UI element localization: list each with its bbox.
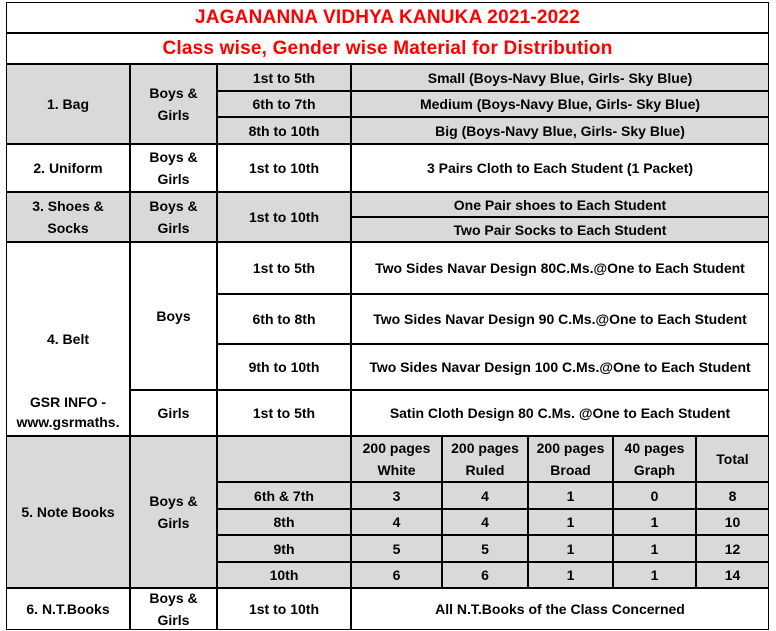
belt-material-4: Satin Cloth Design 80 C.Ms. @One to Each Student xyxy=(351,390,769,436)
nb-white-1: 3 xyxy=(351,482,442,509)
ntbooks-item: 6. N.T.Books xyxy=(6,588,130,630)
nb-ruled-1: 4 xyxy=(442,482,528,509)
nb-graph-4: 1 xyxy=(613,562,696,588)
notebooks-item: 5. Note Books xyxy=(6,436,130,588)
nb-broad-2: 1 xyxy=(528,509,613,535)
shoes-item-line1: 3. Shoes & xyxy=(32,198,104,214)
header-broad-line1: 200 pages xyxy=(536,440,605,456)
ntbooks-gender-line2: Girls xyxy=(157,612,190,628)
nb-broad-1: 1 xyxy=(528,482,613,509)
header-broad-line2: Broad xyxy=(550,462,591,478)
notebooks-class-header xyxy=(217,436,351,482)
belt-gender-boys: Boys xyxy=(130,242,217,390)
shoes-item xyxy=(6,192,130,242)
nb-ruled-3: 5 xyxy=(442,535,528,562)
uniform-gender-line2: Girls xyxy=(157,171,190,187)
nb-graph-1: 0 xyxy=(613,482,696,509)
bag-class-2: 6th to 7th xyxy=(217,91,351,117)
ntbooks-gender-line1: Boys & xyxy=(149,590,198,606)
nb-white-2: 4 xyxy=(351,509,442,535)
shoes-class: 1st to 10th xyxy=(217,192,351,242)
header-ruled-line2: Ruled xyxy=(465,462,505,478)
shoes-gender-line1: Boys & xyxy=(149,198,198,214)
header-graph-line2: Graph xyxy=(633,462,676,478)
header-white-line1: 200 pages xyxy=(362,440,431,456)
belt-class-3: 9th to 10th xyxy=(217,344,351,390)
nb-total-4: 14 xyxy=(696,562,769,588)
uniform-gender xyxy=(130,144,217,192)
belt-class-4: 1st to 5th xyxy=(217,390,351,436)
nb-white-3: 5 xyxy=(351,535,442,562)
bag-material-3: Big (Boys-Navy Blue, Girls- Sky Blue) xyxy=(351,117,769,144)
sheet-title: JAGANANNA VIDHYA KANUKA 2021-2022 xyxy=(6,2,769,33)
socks-material: Two Pair Socks to Each Student xyxy=(351,217,769,242)
uniform-gender-line1: Boys & xyxy=(149,149,198,165)
ntbooks-gender xyxy=(130,588,217,630)
nb-broad-4: 1 xyxy=(528,562,613,588)
watermark-text xyxy=(8,392,128,432)
uniform-item: 2. Uniform xyxy=(6,144,130,192)
bag-gender xyxy=(130,64,217,144)
nb-total-1: 8 xyxy=(696,482,769,509)
belt-gender-girls: Girls xyxy=(130,390,217,436)
belt-class-1: 1st to 5th xyxy=(217,242,351,294)
belt-material-1: Two Sides Navar Design 80C.Ms.@One to Each Student xyxy=(351,242,769,294)
nb-broad-3: 1 xyxy=(528,535,613,562)
nb-white-4: 6 xyxy=(351,562,442,588)
header-graph xyxy=(613,436,696,482)
notebooks-gender xyxy=(130,436,217,588)
nb-graph-2: 1 xyxy=(613,509,696,535)
nb-total-2: 10 xyxy=(696,509,769,535)
bag-item xyxy=(6,64,130,144)
notebooks-gender-line2: Girls xyxy=(157,515,190,531)
nb-total-3: 12 xyxy=(696,535,769,562)
belt-item: 4. Belt xyxy=(6,242,130,436)
header-white xyxy=(351,436,442,482)
shoes-material: One Pair shoes to Each Student xyxy=(351,192,769,217)
header-graph-line1: 40 pages xyxy=(624,440,685,456)
uniform-material: 3 Pairs Cloth to Each Student (1 Packet) xyxy=(351,144,769,192)
header-ruled-line1: 200 pages xyxy=(451,440,519,456)
nb-class-3: 9th xyxy=(217,535,351,562)
nb-class-2: 8th xyxy=(217,509,351,535)
shoes-item-line2: Socks xyxy=(47,220,89,236)
belt-class-2: 6th to 8th xyxy=(217,294,351,344)
sheet-subtitle: Class wise, Gender wise Material for Distribution xyxy=(6,33,769,64)
nb-graph-3: 1 xyxy=(613,535,696,562)
watermark-line1: GSR INFO - xyxy=(29,394,107,410)
nb-ruled-4: 6 xyxy=(442,562,528,588)
watermark-line2: www.gsrmaths. xyxy=(16,414,120,430)
bag-gender-line2: Girls xyxy=(157,107,190,123)
shoes-gender-line2: Girls xyxy=(157,220,190,236)
belt-material-3: Two Sides Navar Design 100 C.Ms.@One to Each Student xyxy=(351,344,769,390)
ntbooks-material: All N.T.Books of the Class Concerned xyxy=(351,588,769,630)
nb-class-4: 10th xyxy=(217,562,351,588)
shoes-gender xyxy=(130,192,217,242)
nb-ruled-2: 4 xyxy=(442,509,528,535)
bag-material-2: Medium (Boys-Navy Blue, Girls- Sky Blue) xyxy=(351,91,769,117)
bag-class-3: 8th to 10th xyxy=(217,117,351,144)
header-white-line2: White xyxy=(377,462,416,478)
uniform-class: 1st to 10th xyxy=(217,144,351,192)
notebooks-gender-line1: Boys & xyxy=(149,493,198,509)
bag-class-1: 1st to 5th xyxy=(217,64,351,91)
header-ruled xyxy=(442,436,528,482)
bag-material-1: Small (Boys-Navy Blue, Girls- Sky Blue) xyxy=(351,64,769,91)
belt-material-2: Two Sides Navar Design 90 C.Ms.@One to Each Student xyxy=(351,294,769,344)
bag-item-label: 1. Bag xyxy=(46,96,89,112)
header-total: Total xyxy=(696,436,769,482)
header-broad xyxy=(528,436,613,482)
nb-class-1: 6th & 7th xyxy=(217,482,351,509)
ntbooks-class: 1st to 10th xyxy=(217,588,351,630)
bag-gender-line1: Boys & xyxy=(149,85,198,101)
